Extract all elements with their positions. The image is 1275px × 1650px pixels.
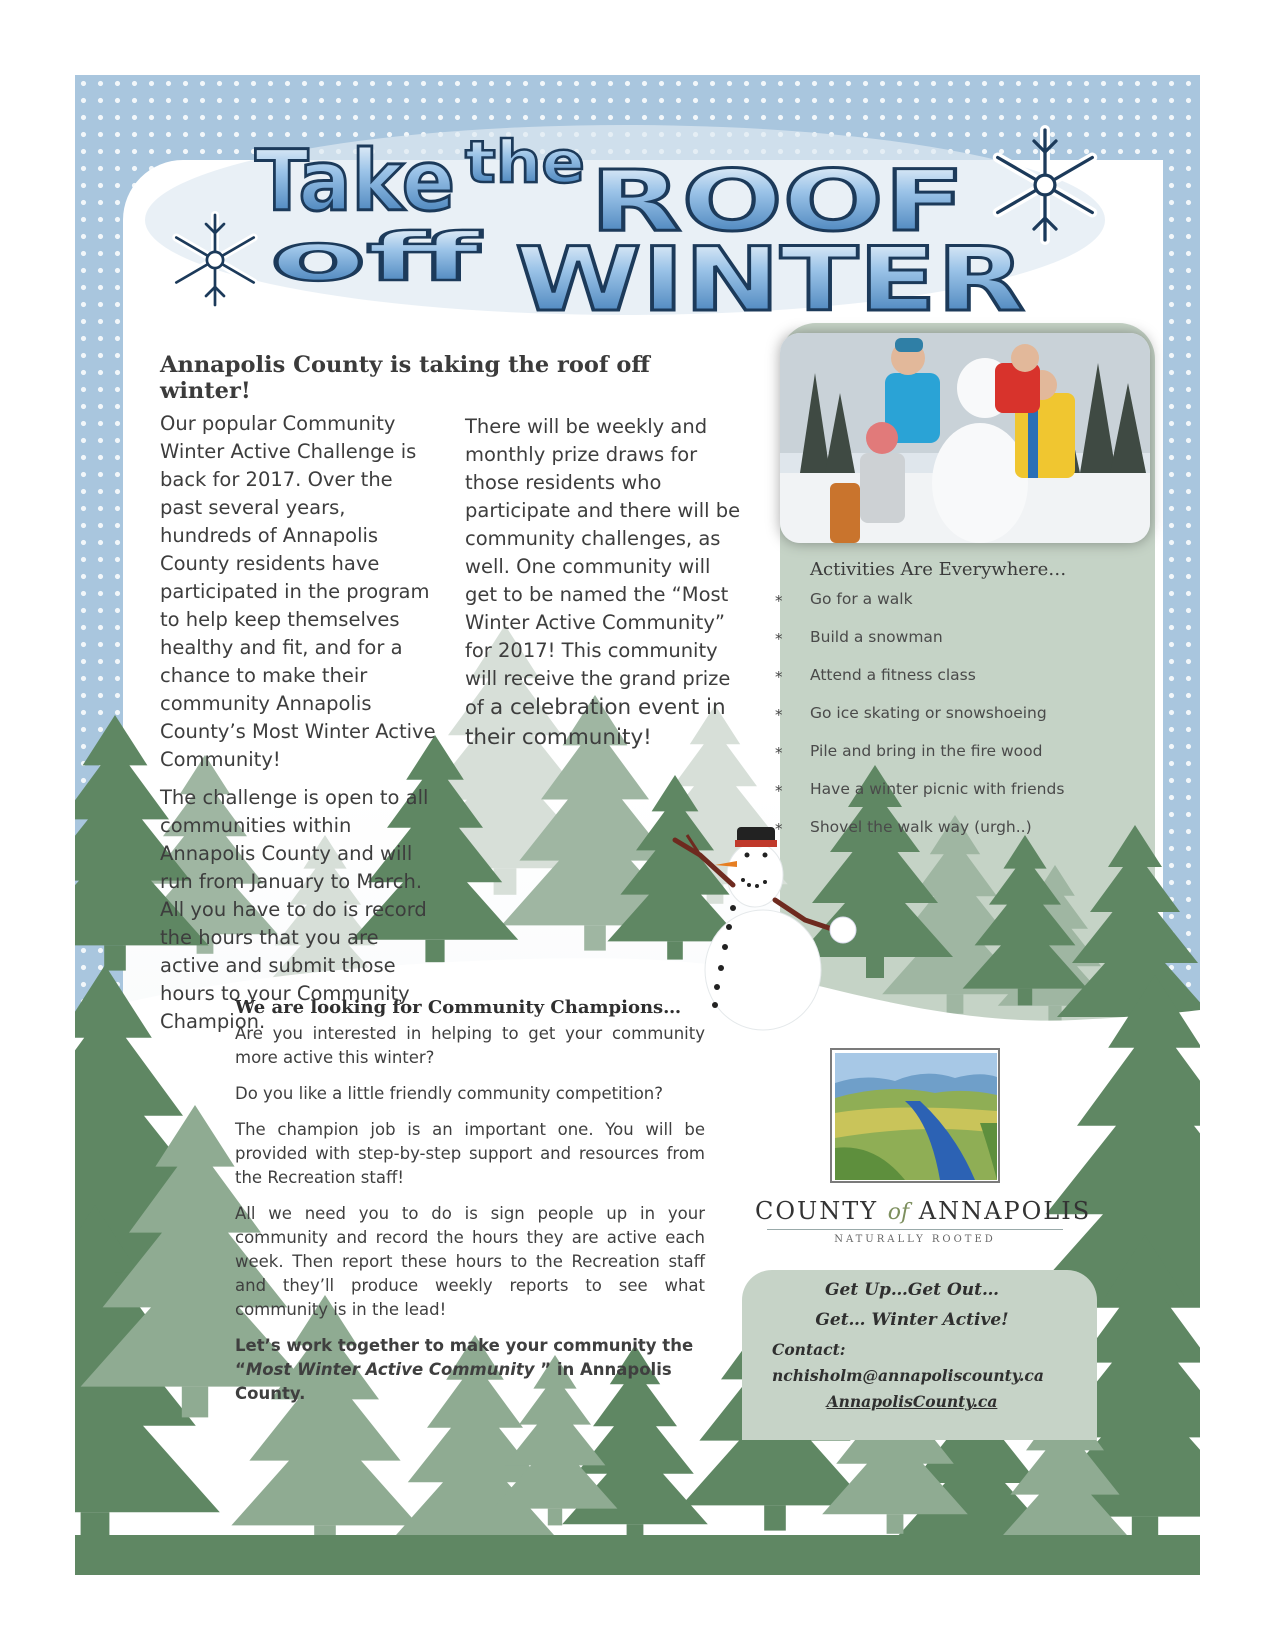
list-item bbox=[775, 666, 1155, 704]
prize-paragraph bbox=[465, 413, 745, 753]
activity-item-label: Build a snowman bbox=[810, 628, 943, 646]
prize-text: There will be weekly and monthly prize draws for those residents who participate and there will be community challenges, as well. One community will get to be named the “Most Winter Active Community” for 2017! This community will receive the grand prize of bbox=[465, 415, 741, 719]
county-logo-image bbox=[830, 1048, 1000, 1183]
intro-heading: Annapolis County is taking the roof off winter! bbox=[160, 352, 650, 404]
activity-item-label: Have a winter picnic with friends bbox=[810, 780, 1065, 798]
title-word-the: the bbox=[465, 128, 585, 196]
logo-tagline: NATURALLY ROOTED bbox=[834, 1234, 996, 1245]
title-word-off: off bbox=[270, 219, 484, 296]
slogan-line-1: Get Up…Get Out… bbox=[825, 1280, 999, 1300]
contact-box bbox=[742, 1270, 1097, 1440]
family-snowman-photo bbox=[780, 333, 1150, 543]
left-text-column bbox=[160, 410, 440, 1036]
title-word-take: Take bbox=[255, 132, 455, 230]
champions-closing-line bbox=[235, 1334, 705, 1406]
title-word-roof: ROOF bbox=[590, 152, 965, 250]
river-valley-logo-icon bbox=[835, 1053, 997, 1180]
activities-heading: Activities Are Everywhere… bbox=[810, 559, 1067, 580]
activity-item-label: Go for a walk bbox=[810, 590, 913, 608]
activity-list bbox=[775, 590, 1155, 856]
bullet-asterisk: * bbox=[775, 744, 783, 762]
website-link[interactable]: AnnapolisCounty.ca bbox=[826, 1392, 998, 1411]
logo-word-county: COUNTY bbox=[755, 1197, 879, 1225]
prize-text-large: a celebration event in their community! bbox=[465, 695, 726, 750]
logo-word-of: of bbox=[887, 1200, 910, 1225]
closing-suffix: ” in Annapolis County. bbox=[235, 1360, 672, 1403]
list-item bbox=[775, 742, 1155, 780]
ground-strip bbox=[75, 1535, 1200, 1575]
slogan-line-2: Get… Winter Active! bbox=[815, 1310, 1009, 1330]
bullet-asterisk: * bbox=[775, 820, 783, 838]
champions-heading: We are looking for Community Champions… bbox=[235, 997, 682, 1018]
bullet-asterisk: * bbox=[775, 630, 783, 648]
champions-question-2: Do you like a little friendly community competition? bbox=[235, 1084, 664, 1103]
champions-section bbox=[235, 997, 705, 1418]
challenge-details-paragraph: The challenge is open to all communities within Annapolis County and will run from January to March. All you have to do is record the hours that you are active and submit those hours to your Community Champion. bbox=[160, 786, 429, 1033]
contact-label: Contact: bbox=[772, 1340, 846, 1359]
bullet-asterisk: * bbox=[775, 592, 783, 610]
closing-prefix: Let’s work together to make your community the “ bbox=[235, 1336, 694, 1379]
bullet-asterisk: * bbox=[775, 706, 783, 724]
contact-email-link[interactable]: nchisholm@annapoliscounty.ca bbox=[772, 1366, 1044, 1385]
closing-emphasis: Most Winter Active Community bbox=[245, 1360, 541, 1379]
champions-role-paragraph: The champion job is an important one. You will be provided with step-by-step support and resources from the Recreation staff! bbox=[235, 1120, 705, 1187]
challenge-intro-paragraph: Our popular Community Winter Active Challenge is back for 2017. Over the past several years, hundreds of Annapolis County residents have participated in the program to help keep themselves healthy and fit, and for a chance to make their community Annapolis County’s Most Winter Active Community! bbox=[160, 412, 436, 771]
logo-divider bbox=[767, 1229, 1063, 1230]
title-word-winter: WINTER bbox=[515, 228, 1025, 320]
activity-item-label: Shovel the walk way (urgh..) bbox=[810, 818, 1032, 836]
list-item bbox=[775, 628, 1155, 666]
poster-background bbox=[75, 75, 1200, 1575]
list-item bbox=[775, 780, 1155, 818]
list-item bbox=[775, 704, 1155, 742]
champions-task-paragraph: All we need you to do is sign people up in your community and record the hours they are active each week. Then report these hours to the Recreation staff and they’ll produce weekly reports to see what community is in the lead! bbox=[235, 1204, 705, 1319]
county-logo-wordmark bbox=[755, 1197, 1092, 1245]
logo-name bbox=[755, 1197, 1092, 1225]
list-item bbox=[775, 818, 1155, 856]
bullet-asterisk: * bbox=[775, 782, 783, 800]
right-text-column bbox=[465, 413, 745, 753]
photo-illustration bbox=[780, 333, 1150, 543]
bullet-asterisk: * bbox=[775, 668, 783, 686]
activity-item-label: Pile and bring in the fire wood bbox=[810, 742, 1043, 760]
activity-item-label: Go ice skating or snowshoeing bbox=[810, 704, 1047, 722]
logo-word-annapolis: ANNAPOLIS bbox=[918, 1197, 1092, 1225]
activity-item-label: Attend a fitness class bbox=[810, 666, 976, 684]
list-item bbox=[775, 590, 1155, 628]
title-banner bbox=[145, 120, 1145, 320]
champions-question-1: Are you interested in helping to get your community more active this winter? bbox=[235, 1024, 705, 1067]
